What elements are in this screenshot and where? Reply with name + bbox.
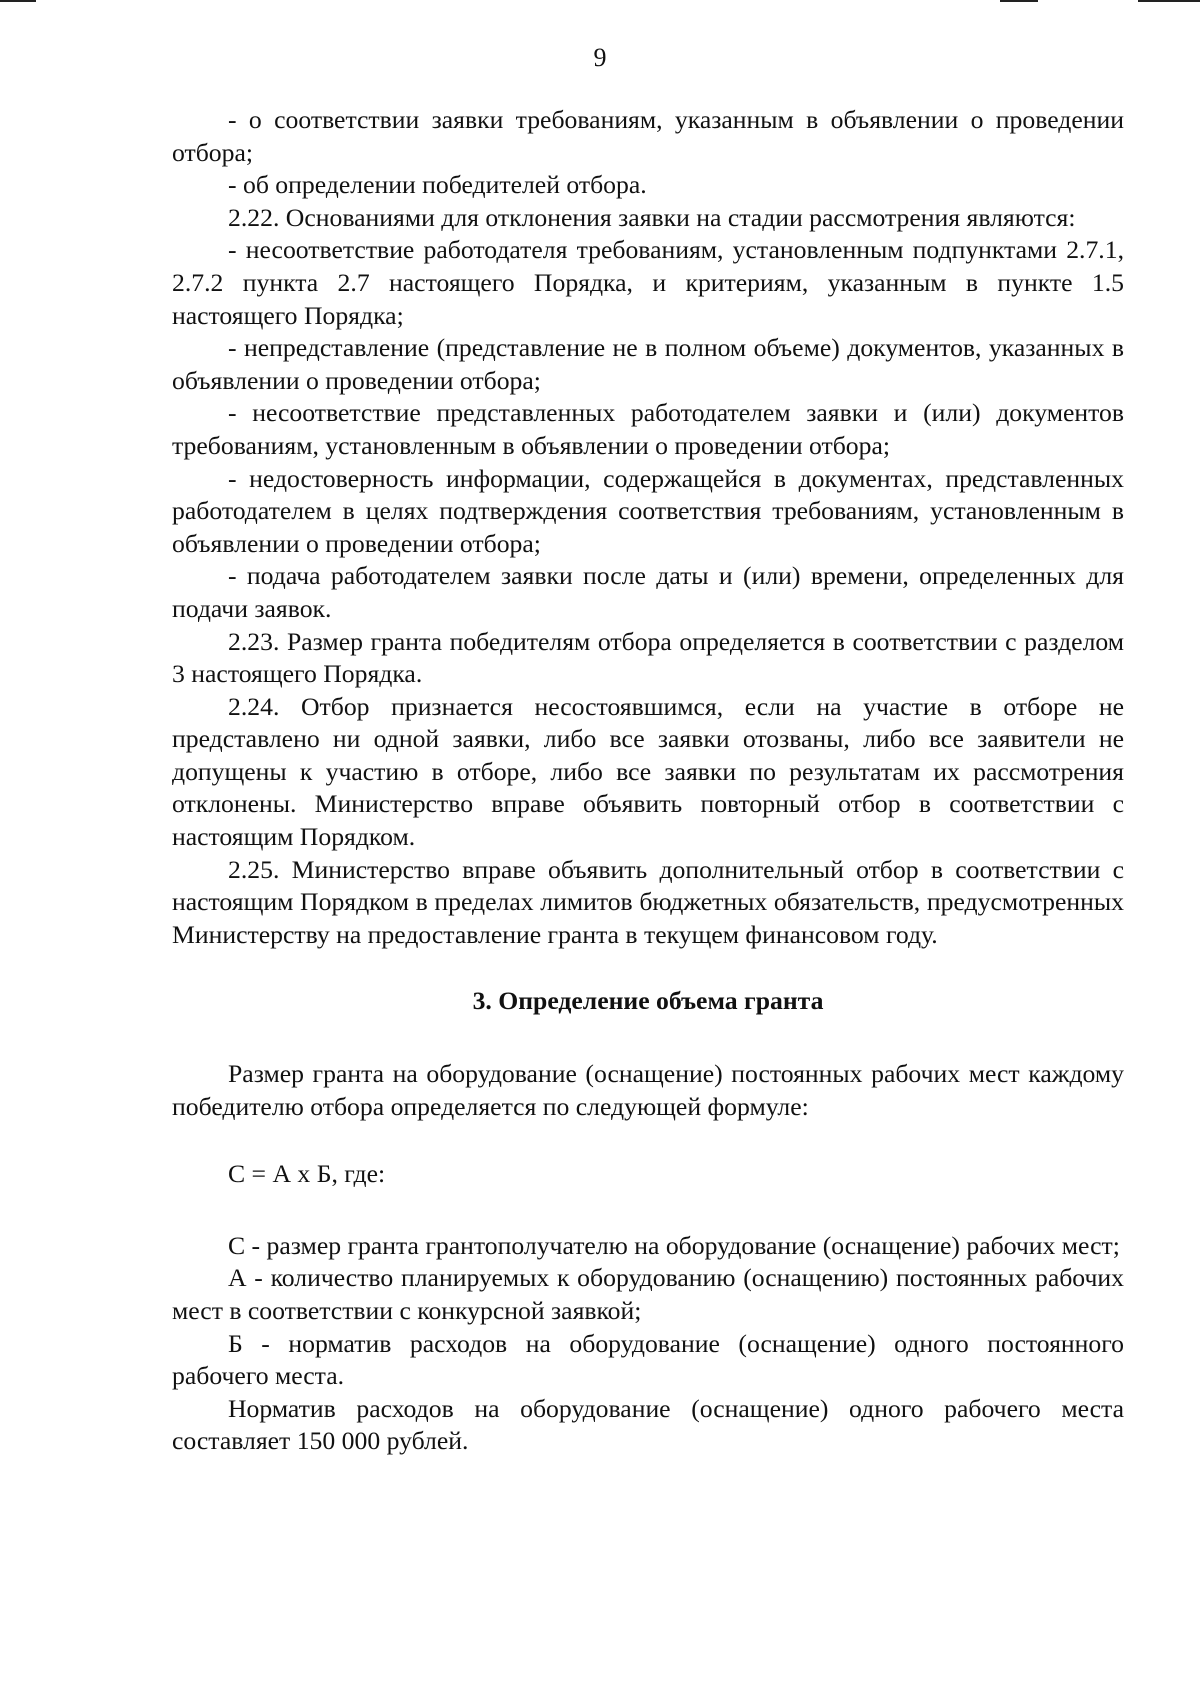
paragraph: - подача работодателем заявки после даты и (или) времени, определенных для подачи заявок. <box>172 561 1124 623</box>
document-body <box>172 104 1124 1458</box>
section-heading: 3. Определение объема гранта <box>472 986 824 1016</box>
scan-edge-mark <box>1000 0 1038 2</box>
paragraph: - непредставление (представление не в полном объеме) документов, указанных в объявлении о проведении отбора; <box>172 333 1124 395</box>
paragraph: 2.25. Министерство вправе объявить дополнительный отбор в соответствии с настоящим Порядком в пределах лимитов бюджетных обязательств, предусмотренных Министерству на предоставление гранта в текущем финансовом году. <box>172 854 1124 949</box>
definition-item: Б - норматив расходов на оборудование (оснащение) одного постоянного рабочего места. <box>172 1328 1124 1391</box>
scan-edge-mark <box>0 0 36 2</box>
paragraph: 2.24. Отбор признается несостоявшимся, если на участие в отборе не представлено ни одной заявки, либо все заявки отозваны, либо все заявители не допущены к участию в отборе, либо все заявки по результатам их рассмотрения отклонены. Министерство вправе объявить повторный отбор в соответствии с настоящим Порядком. <box>172 691 1124 852</box>
paragraph: - о соответствии заявки требованиям, указанным в объявлении о проведении отбора; <box>172 105 1124 167</box>
paragraph: - недостоверность информации, содержащейся в документах, представленных работодателем в целях подтверждения соответствия требованиям, установленным в объявлении о проведении отбора; <box>172 463 1124 558</box>
paragraph: Норматив расходов на оборудование (оснащение) одного рабочего места составляет 150 000 рублей. <box>172 1393 1124 1456</box>
paragraph: 2.23. Размер гранта победителям отбора определяется в соответствии с разделом 3 настоящего Порядка. <box>172 626 1124 689</box>
formula: С = А х Б, где: <box>228 1159 386 1189</box>
scan-edge-mark <box>1138 0 1200 2</box>
paragraph: - несоответствие работодателя требованиям, установленным подпунктами 2.7.1, 2.7.2 пункта 2.7 настоящего Порядка, и критериям, указанным в пункте 1.5 настоящего Порядка; <box>172 235 1124 330</box>
definition-item: С - размер гранта грантополучателю на оборудование (оснащение) рабочих мест; <box>228 1230 1120 1260</box>
paragraph: - несоответствие представленных работодателем заявки и (или) документов требованиям, установленным в объявлении о проведении отбора; <box>172 398 1124 460</box>
paragraph: Размер гранта на оборудование (оснащение) постоянных рабочих мест каждому победителю отбора определяется по следующей формуле: <box>172 1059 1124 1121</box>
paragraph: 2.22. Основаниями для отклонения заявки на стадии рассмотрения являются: <box>228 202 1076 232</box>
paragraph: - об определении победителей отбора. <box>228 170 647 200</box>
page-number: 9 <box>593 43 607 72</box>
definition-item: А - количество планируемых к оборудованию (оснащению) постоянных рабочих мест в соответствии с конкурсной заявкой; <box>172 1263 1124 1325</box>
